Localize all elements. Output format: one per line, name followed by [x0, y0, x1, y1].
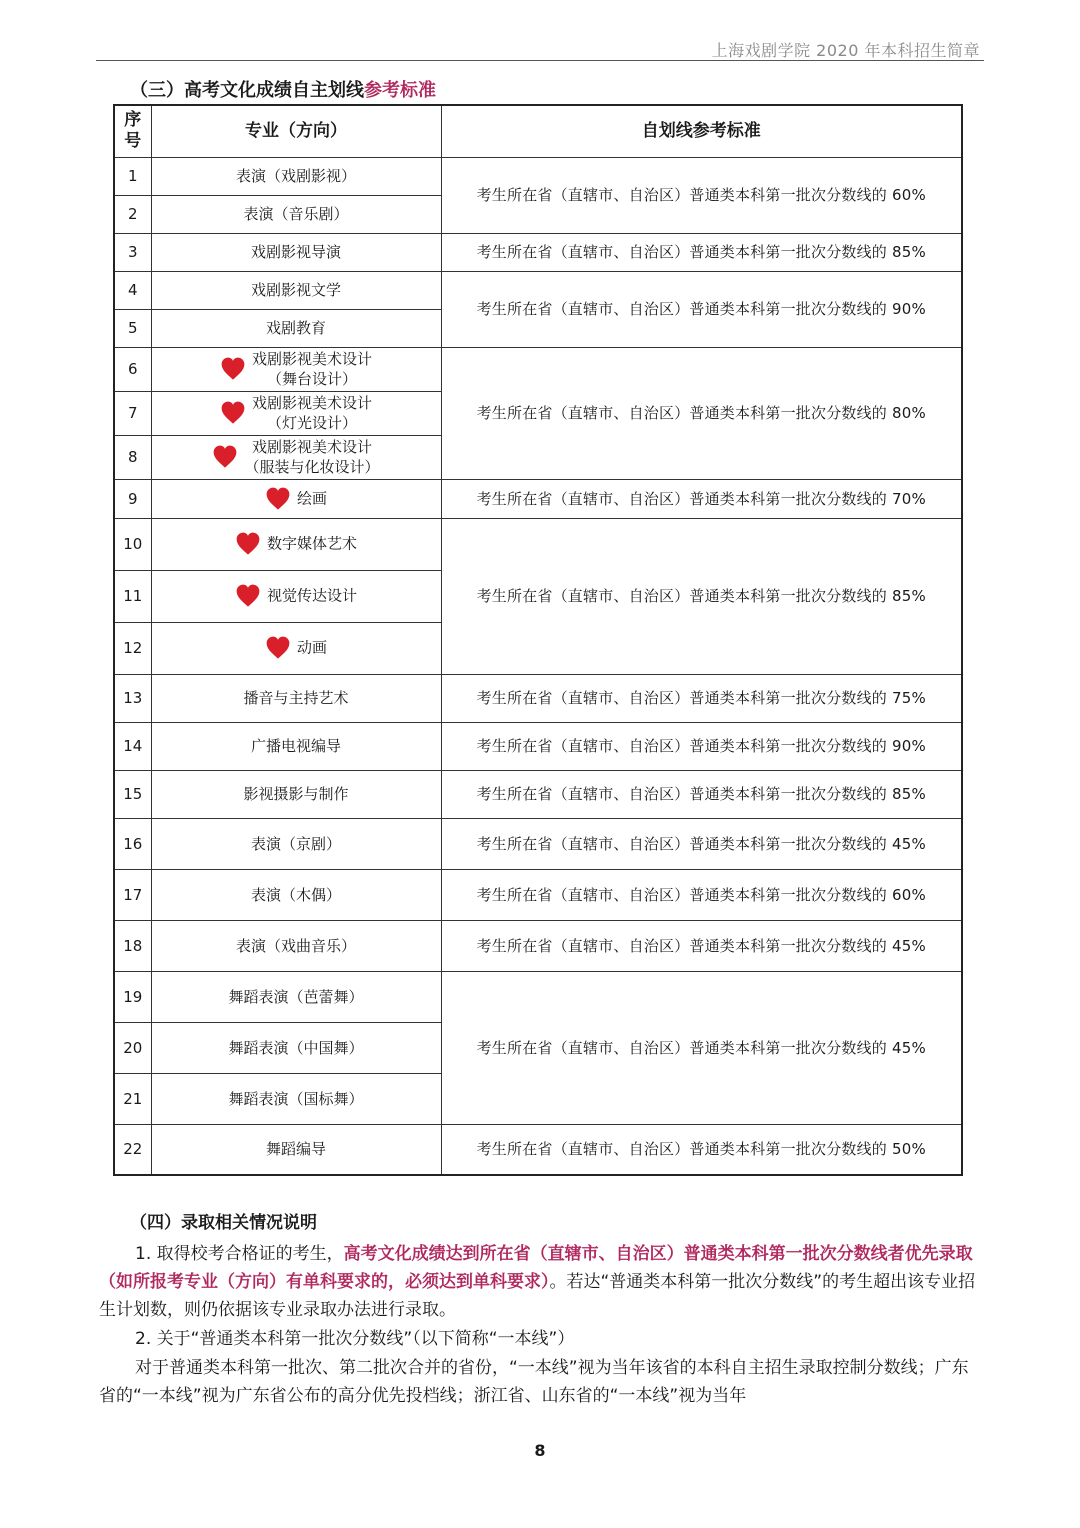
row-no: 15 [114, 770, 151, 818]
row-major: 广播电视编导 [151, 722, 441, 770]
row-major [151, 479, 441, 518]
row-standard: 考生所在省（直辖市、自治区）普通类本科第一批次分数线的 85% [441, 518, 962, 674]
major-line2: （灯光设计） [266, 414, 357, 432]
row-no: 1 [114, 157, 151, 195]
row-standard: 考生所在省（直辖市、自治区）普通类本科第一批次分数线的 90% [441, 722, 962, 770]
row-standard: 考生所在省（直辖市、自治区）普通类本科第一批次分数线的 75% [441, 674, 962, 722]
table-row [114, 722, 962, 770]
row-no: 5 [114, 309, 151, 347]
row-standard: 考生所在省（直辖市、自治区）普通类本科第一批次分数线的 90% [441, 271, 962, 347]
section3-title [130, 76, 436, 102]
table-row [114, 347, 962, 391]
major-line2: （舞台设计） [266, 370, 357, 388]
row-no: 7 [114, 391, 151, 435]
table-row [114, 971, 962, 1022]
table-row [114, 869, 962, 920]
major-label: 绘画 [296, 489, 327, 507]
row-major [151, 570, 441, 622]
header-no [114, 105, 151, 157]
row-no: 4 [114, 271, 151, 309]
row-major: 播音与主持艺术 [151, 674, 441, 722]
row-no: 2 [114, 195, 151, 233]
table-header-row [114, 105, 962, 157]
row-major: 表演（戏剧影视） [151, 157, 441, 195]
major-two-line [252, 393, 372, 433]
major-line1: 戏剧影视美术设计 [251, 394, 372, 412]
heart-icon [220, 356, 246, 382]
heart-icon [235, 531, 261, 557]
table-row [114, 233, 962, 271]
p1-lead: 1. 取得校考合格证的考生， [135, 1244, 344, 1264]
row-standard: 考生所在省（直辖市、自治区）普通类本科第一批次分数线的 45% [441, 971, 962, 1124]
row-standard: 考生所在省（直辖市、自治区）普通类本科第一批次分数线的 45% [441, 920, 962, 971]
running-header: 上海戏剧学院 2020 年本科招生简章 [711, 41, 980, 60]
row-major: 表演（京剧） [151, 818, 441, 869]
row-standard: 考生所在省（直辖市、自治区）普通类本科第一批次分数线的 60% [441, 157, 962, 233]
row-standard: 考生所在省（直辖市、自治区）普通类本科第一批次分数线的 85% [441, 233, 962, 271]
row-standard: 考生所在省（直辖市、自治区）普通类本科第一批次分数线的 50% [441, 1124, 962, 1175]
header-standard: 自划线参考标准 [441, 105, 962, 157]
heart-icon [265, 486, 291, 512]
row-no: 14 [114, 722, 151, 770]
row-major [151, 391, 441, 435]
row-no: 18 [114, 920, 151, 971]
row-standard: 考生所在省（直辖市、自治区）普通类本科第一批次分数线的 45% [441, 818, 962, 869]
p1-highlight: 高考文化成绩达到所在省（直辖市、自治区）普通类本科第一批次分数线者优先录取（如所报考专业（方向）有单科要求的，必须达到单科要求） [99, 1244, 973, 1292]
row-no: 9 [114, 479, 151, 518]
row-no: 16 [114, 818, 151, 869]
row-major: 戏剧教育 [151, 309, 441, 347]
major-line1: 戏剧影视美术设计 [251, 438, 372, 456]
row-no: 3 [114, 233, 151, 271]
row-no: 6 [114, 347, 151, 391]
row-major: 表演（音乐剧） [151, 195, 441, 233]
table-row [114, 770, 962, 818]
major-label: 视觉传达设计 [266, 586, 357, 605]
row-major: 戏剧影视导演 [151, 233, 441, 271]
row-major: 戏剧影视文学 [151, 271, 441, 309]
row-major: 表演（木偶） [151, 869, 441, 920]
row-no: 17 [114, 869, 151, 920]
row-major: 表演（戏曲音乐） [151, 920, 441, 971]
header-no-text: 序号 [124, 110, 142, 152]
row-major [151, 518, 441, 570]
section3-title-prefix: （三）高考文化成绩自主划线 [130, 80, 364, 101]
section4-paragraph-3 [99, 1354, 979, 1410]
header-rule [96, 60, 984, 61]
row-major: 影视摄影与制作 [151, 770, 441, 818]
table-row [114, 157, 962, 195]
heart-icon [212, 444, 238, 470]
heart-icon [265, 635, 291, 661]
major-label: 数字媒体艺术 [266, 534, 357, 553]
row-no: 11 [114, 570, 151, 622]
major-line2: （服装与化妆设计） [244, 458, 380, 476]
table-row [114, 271, 962, 309]
row-standard: 考生所在省（直辖市、自治区）普通类本科第一批次分数线的 80% [441, 347, 962, 479]
section4-paragraph-2: 2. 关于“普通类本科第一批次分数线”（以下简称“一本线”） [135, 1329, 575, 1349]
table-row [114, 518, 962, 570]
row-major: 舞蹈表演（国标舞） [151, 1073, 441, 1124]
row-no: 22 [114, 1124, 151, 1175]
p3-text: 对于普通类本科第一批次、第二批次合并的省份，“一本线”视为当年该省的本科自主招生录取控制分数线；广东省的“一本线”视为广东省公布的高分优先投档线；浙江省、山东省的“一本线”视为当年 [99, 1358, 969, 1406]
section4-paragraph-1 [99, 1240, 979, 1324]
page-number: 8 [534, 1441, 546, 1460]
row-standard: 考生所在省（直辖市、自治区）普通类本科第一批次分数线的 60% [441, 869, 962, 920]
major-label: 动画 [296, 638, 327, 657]
row-standard: 考生所在省（直辖市、自治区）普通类本科第一批次分数线的 85% [441, 770, 962, 818]
row-no: 8 [114, 435, 151, 479]
row-no: 10 [114, 518, 151, 570]
row-major [151, 622, 441, 674]
row-major: 舞蹈表演（中国舞） [151, 1022, 441, 1073]
major-two-line [244, 437, 379, 477]
row-major [151, 435, 441, 479]
header-major: 专业（方向） [151, 105, 441, 157]
row-standard: 考生所在省（直辖市、自治区）普通类本科第一批次分数线的 70% [441, 479, 962, 518]
table-row [114, 818, 962, 869]
row-major [151, 347, 441, 391]
row-no: 21 [114, 1073, 151, 1124]
section3-title-highlight: 参考标准 [364, 80, 436, 101]
row-no: 12 [114, 622, 151, 674]
table-row [114, 920, 962, 971]
row-no: 13 [114, 674, 151, 722]
table-row [114, 1124, 962, 1175]
heart-icon [220, 400, 246, 426]
heart-icon [235, 583, 261, 609]
table-row [114, 479, 962, 518]
major-two-line [252, 349, 372, 389]
cutoff-table [113, 104, 963, 1176]
table-row [114, 674, 962, 722]
row-major: 舞蹈编导 [151, 1124, 441, 1175]
row-major: 舞蹈表演（芭蕾舞） [151, 971, 441, 1022]
section4-title: （四）录取相关情况说明 [130, 1213, 317, 1233]
major-line1: 戏剧影视美术设计 [251, 350, 372, 368]
row-no: 20 [114, 1022, 151, 1073]
row-no: 19 [114, 971, 151, 1022]
p1-tail: 。若达“普通类本科第一批次分数线”的考生超出该专业招生计划数，则仍依据该专业录取办法进行录取。 [99, 1272, 976, 1320]
